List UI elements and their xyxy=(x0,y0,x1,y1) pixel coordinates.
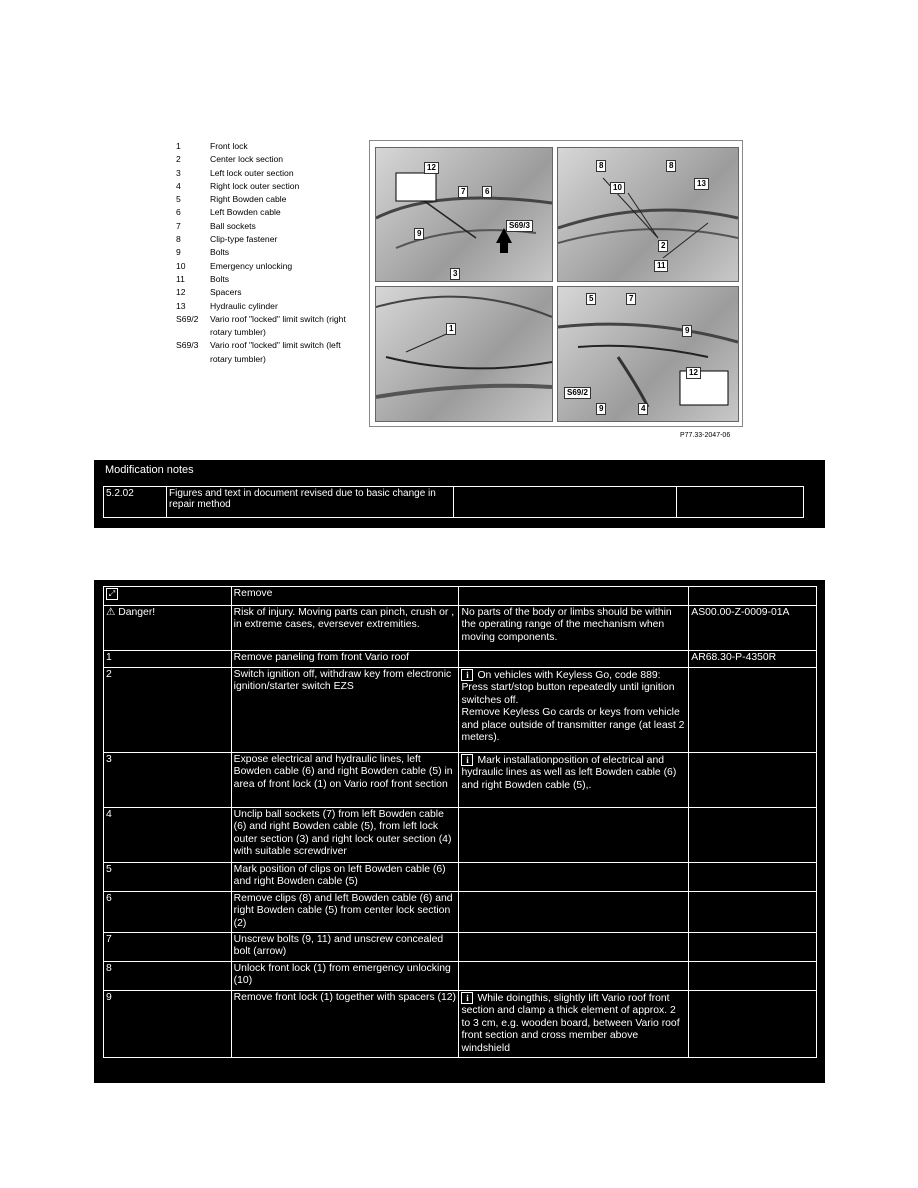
step-reference xyxy=(689,892,817,933)
step-note xyxy=(459,863,689,892)
legend-item xyxy=(176,273,355,286)
step-number: 7 xyxy=(104,933,232,962)
callout-label: 3 xyxy=(450,268,460,280)
legend-item xyxy=(176,206,355,219)
legend-text: Center lock section xyxy=(210,154,284,165)
component-figure xyxy=(369,140,743,427)
step-reference xyxy=(689,863,817,892)
step-note-detail: Press start/stop button repeatedly until ignition switches off. Remove Keyless Go cards or keys from vehicle and place outside of transmitter range (at least 2 meters). xyxy=(461,682,685,744)
empty-cell xyxy=(689,587,817,606)
legend-text: Front lock xyxy=(210,141,248,151)
step-number: 2 xyxy=(104,668,232,753)
photo-drawing xyxy=(558,287,738,421)
table-row xyxy=(104,808,817,863)
empty-cell xyxy=(677,487,804,518)
info-icon: i xyxy=(461,992,473,1004)
callout-label: 8 xyxy=(596,160,606,172)
step-reference xyxy=(689,808,817,863)
danger-label: Danger! xyxy=(118,607,156,618)
step-reference: AR68.30-P-4350R xyxy=(689,651,817,668)
step-number: 4 xyxy=(104,808,232,863)
legend-number: 10 xyxy=(176,260,186,271)
danger-risk: Risk of injury. Moving parts can pinch, crush or , in extreme cases, eversever extremities. xyxy=(231,606,459,651)
legend-number: 1 xyxy=(176,141,181,151)
legend-item xyxy=(176,193,355,206)
step-reference xyxy=(689,933,817,962)
empty-cell xyxy=(459,587,689,606)
legend-text: Bolts xyxy=(210,273,230,284)
legend-number: 11 xyxy=(176,273,185,284)
modification-notes xyxy=(94,460,825,528)
step-action: Unscrew bolts (9, 11) and unscrew concealed bolt (arrow) xyxy=(231,933,459,962)
info-icon: i xyxy=(461,669,473,681)
photo-drawing xyxy=(376,148,552,281)
legend-number: 7 xyxy=(176,220,181,231)
step-number: 8 xyxy=(104,962,232,991)
expand-cell xyxy=(104,587,232,606)
table-row xyxy=(104,753,817,808)
steps-table xyxy=(103,586,817,1058)
step-action: Unlock front lock (1) from emergency unlocking (10) xyxy=(231,962,459,991)
step-note xyxy=(459,808,689,863)
step-note xyxy=(459,933,689,962)
legend-text: Right lock outer section xyxy=(210,180,300,191)
legend-item xyxy=(176,260,355,273)
callout-label: S69/3 xyxy=(506,220,533,232)
legend-item xyxy=(176,167,355,180)
step-note xyxy=(459,892,689,933)
step-reference xyxy=(689,668,817,753)
warning-icon: ⚠ xyxy=(106,607,116,618)
legend-item xyxy=(176,220,355,233)
callout-label: 10 xyxy=(610,182,625,194)
callout-label: 9 xyxy=(596,403,606,415)
steps-header: Remove xyxy=(231,587,459,606)
table-row xyxy=(104,587,817,606)
modification-text: Figures and text in document revised due to basic change in repair method xyxy=(167,487,454,518)
step-reference xyxy=(689,991,817,1058)
step-action: Remove front lock (1) together with spacers (12) xyxy=(231,991,459,1058)
callout-label: S69/2 xyxy=(564,387,591,399)
legend-number: 8 xyxy=(176,234,181,245)
photo-drawing xyxy=(376,287,552,421)
legend-number: 3 xyxy=(176,167,181,178)
modification-date: 5.2.02 xyxy=(104,487,167,518)
callout-label: 8 xyxy=(666,160,676,172)
step-note xyxy=(459,668,689,753)
legend-item xyxy=(176,233,355,246)
legend-text: Emergency unlocking xyxy=(210,260,293,271)
legend-text: Left Bowden cable xyxy=(210,207,281,218)
step-note-text: While doingthis, slightly lift Vario roof front section and clamp a thick element of approx. 2 to 3 cm, e.g. wooden board, between Vario roof front section and cross member above windshield xyxy=(461,993,680,1054)
photo-top-right xyxy=(557,147,739,282)
danger-advice: No parts of the body or limbs should be within the operating range of the mechanism when moving components. xyxy=(459,606,689,651)
legend-text: Right Bowden cable xyxy=(210,194,287,205)
expand-icon[interactable]: ⤢ xyxy=(106,588,118,600)
step-action: Unclip ball sockets (7) from left Bowden cable (6) and right Bowden cable (5), from left lock outer section (3) and right lock outer section (4) with suitable screwdriver xyxy=(231,808,459,863)
step-reference xyxy=(689,753,817,808)
table-row xyxy=(104,892,817,933)
legend-item xyxy=(176,300,355,313)
table-row xyxy=(104,962,817,991)
legend-number: 2 xyxy=(176,154,181,165)
callout-label: 1 xyxy=(446,323,456,335)
step-number: 6 xyxy=(104,892,232,933)
table-row xyxy=(104,651,817,668)
legend-number: 9 xyxy=(176,247,181,258)
callout-label: 9 xyxy=(682,325,692,337)
modification-title: Modification notes xyxy=(105,464,194,476)
step-number: 5 xyxy=(104,863,232,892)
step-action: Switch ignition off, withdraw key from electronic ignition/starter switch EZS xyxy=(231,668,459,753)
step-note xyxy=(459,962,689,991)
callout-label: 5 xyxy=(586,293,596,305)
legend-number: S69/3 xyxy=(176,340,199,351)
callout-label: 2 xyxy=(658,240,668,252)
callout-label: 4 xyxy=(638,403,648,415)
step-action: Remove clips (8) and left Bowden cable (6) and right Bowden cable (5) from center lock section (2) xyxy=(231,892,459,933)
photo-bottom-right xyxy=(557,286,739,422)
legend-number: 12 xyxy=(176,287,186,298)
callout-label: 11 xyxy=(654,260,668,272)
legend-number: 6 xyxy=(176,207,181,218)
legend-number: 13 xyxy=(176,300,186,311)
danger-reference: AS00.00-Z-0009-01A xyxy=(689,606,817,651)
photo-bottom-left xyxy=(375,286,553,422)
step-number: 1 xyxy=(104,651,232,668)
legend-item xyxy=(176,140,355,153)
legend-item xyxy=(176,180,355,193)
step-number: 3 xyxy=(104,753,232,808)
legend-item xyxy=(176,286,355,299)
legend-text: Spacers xyxy=(210,287,242,298)
legend-text: Vario roof "locked" limit switch (right rotary tumbler) xyxy=(210,313,346,338)
legend-text: Clip-type fastener xyxy=(210,234,278,245)
step-note-text: On vehicles with Keyless Go, code 889: xyxy=(477,670,661,681)
legend-text: Left lock outer section xyxy=(210,167,294,178)
callout-label: 13 xyxy=(694,178,709,190)
step-note xyxy=(459,991,689,1058)
legend-text: Hydraulic cylinder xyxy=(210,300,278,311)
callout-label: 12 xyxy=(424,162,439,174)
info-icon: i xyxy=(461,754,473,766)
table-row xyxy=(104,606,817,651)
table-row xyxy=(104,668,817,753)
callout-label: 9 xyxy=(414,228,424,240)
table-row xyxy=(104,487,804,518)
figure-reference: P77.33-2047-06 xyxy=(680,432,731,439)
callout-label: 12 xyxy=(686,367,701,379)
removal-steps xyxy=(94,580,825,1083)
empty-cell xyxy=(454,487,677,518)
photo-drawing xyxy=(558,148,738,281)
step-action: Mark position of clips on left Bowden cable (6) and right Bowden cable (5) xyxy=(231,863,459,892)
step-note xyxy=(459,753,689,808)
legend-number: 5 xyxy=(176,194,181,205)
callout-label: 7 xyxy=(458,186,468,198)
step-note-text: Mark installationposition of electrical and hydraulic lines as well as left Bowden cable (6) and right Bowden cable (5),. xyxy=(461,755,677,791)
legend-text: Ball sockets xyxy=(210,220,256,231)
legend-list xyxy=(176,140,355,366)
callout-label: 7 xyxy=(626,293,636,305)
step-action: Remove paneling from front Vario roof xyxy=(231,651,459,668)
step-reference xyxy=(689,962,817,991)
modification-table xyxy=(103,486,804,518)
legend-number: S69/2 xyxy=(176,313,199,324)
callout-label: 6 xyxy=(482,186,492,198)
table-row xyxy=(104,863,817,892)
step-note xyxy=(459,651,689,668)
photo-top-left xyxy=(375,147,553,282)
danger-cell xyxy=(104,606,232,651)
legend-item xyxy=(176,153,355,166)
legend-item xyxy=(176,339,355,366)
step-action: Expose electrical and hydraulic lines, left Bowden cable (6) and right Bowden cable (5) in area of front lock (1) on Vario roof front section xyxy=(231,753,459,808)
legend-number: 4 xyxy=(176,180,181,191)
legend-item xyxy=(176,313,355,340)
table-row xyxy=(104,933,817,962)
legend-text: Bolts xyxy=(210,247,230,258)
legend-text: Vario roof "locked" limit switch (left rotary tumbler) xyxy=(210,340,341,364)
legend-item xyxy=(176,246,355,259)
step-number: 9 xyxy=(104,991,232,1058)
table-row xyxy=(104,991,817,1058)
